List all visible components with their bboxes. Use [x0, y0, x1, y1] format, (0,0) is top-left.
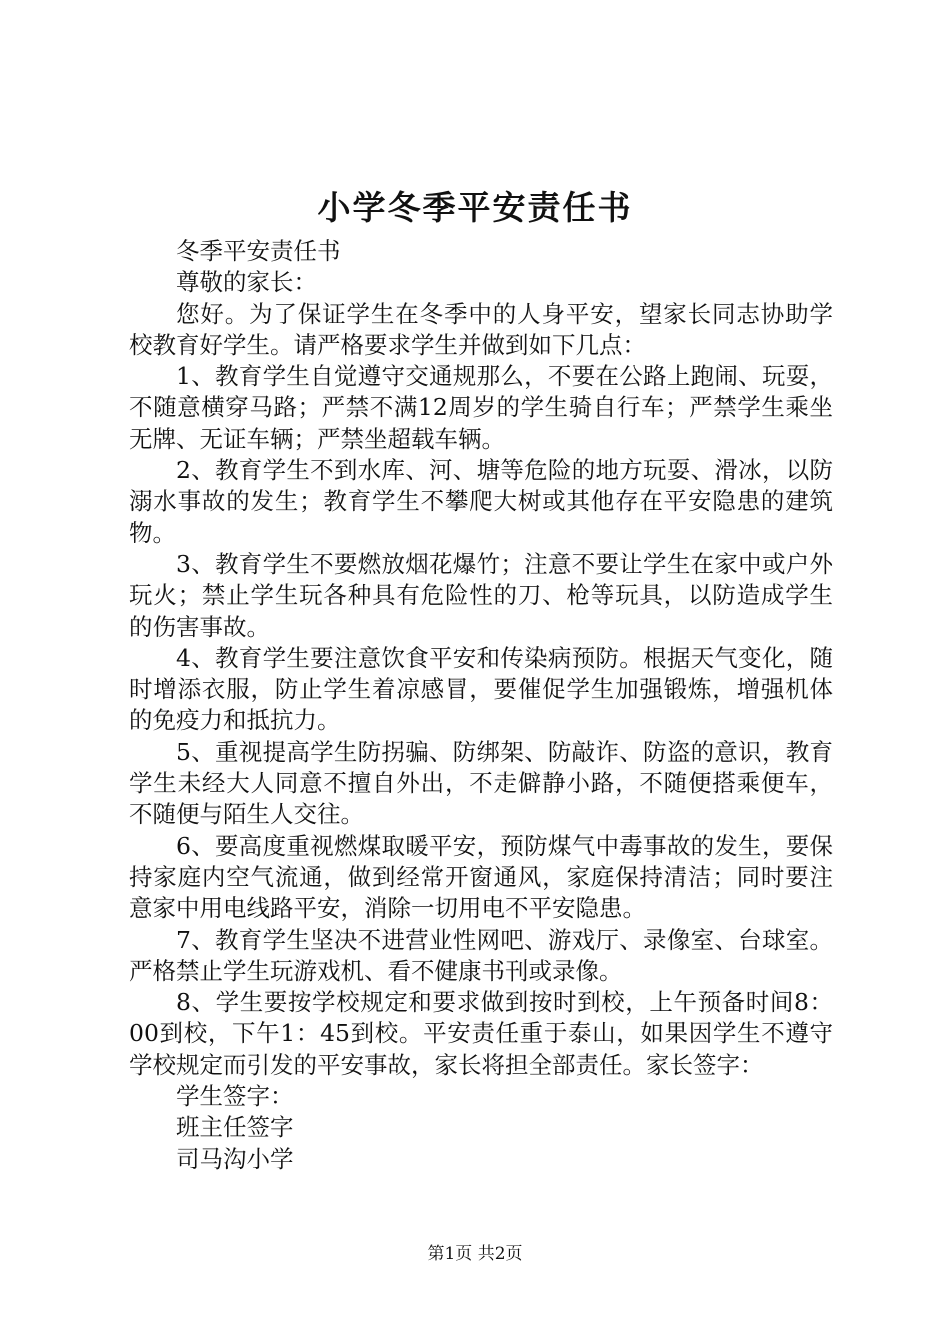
rule-item-5: 5、重视提高学生防拐骗、防绑架、防敲诈、防盗的意识，教育学生未经大人同意不擅自外出，不走僻静小路，不随便搭乘便车，不随便与陌生人交往。: [129, 737, 833, 829]
document-title: 小学冬季平安责任书: [317, 188, 633, 227]
student-signature-line: 学生签字：: [176, 1082, 294, 1111]
rule-item-8: 8、学生要按学校规定和要求做到按时到校，上午预备时间8：00到校，下午1：45到校。平安责任重于泰山，如果因学生不遵守学校规定而引发的平安事故，家长将担全部责任。家长签字：: [129, 988, 833, 1079]
document-body: [129, 236, 833, 1175]
salutation: 尊敬的家长：: [176, 268, 317, 297]
rule-item-6: 6、要高度重视燃煤取暖平安，预防煤气中毒事故的发生，要保持家庭内空气流通，做到经常开窗通风，家庭保持清洁；同时要注意家中用电线路平安，消除一切用电不平安隐患。: [129, 831, 833, 923]
page-footer: 第1页 共2页: [427, 1244, 523, 1264]
rule-item-3: 3、教育学生不要燃放烟花爆竹；注意不要让学生在家中或户外玩火；禁止学生玩各种具有危险性的刀、枪等玩具，以防造成学生的伤害事故。: [129, 549, 833, 641]
rule-item-7: 7、教育学生坚决不进营业性网吧、游戏厅、录像室、台球室。严格禁止学生玩游戏机、看不健康书刊或录像。: [129, 925, 833, 985]
rule-item-4: 4、教育学生要注意饮食平安和传染病预防。根据天气变化，随时增添衣服，防止学生着凉感冒，要催促学生加强锻炼，增强机体的免疫力和抵抗力。: [129, 643, 833, 735]
teacher-signature-line: 班主任签字: [176, 1113, 294, 1142]
subtitle-line: 冬季平安责任书: [176, 237, 341, 265]
rule-item-2: 2、教育学生不到水库、河、塘等危险的地方玩耍、滑冰，以防溺水事故的发生；教育学生不攀爬大树或其他存在平安隐患的建筑物。: [129, 456, 833, 547]
intro-paragraph: 您好。为了保证学生在冬季中的人身平安，望家长同志协助学校教育好学生。请严格要求学生并做到如下几点：: [129, 299, 833, 359]
rule-item-1: 1、教育学生自觉遵守交通规那么，不要在公路上跑闹、玩耍，不随意横穿马路；严禁不满12周岁的学生骑自行车；严禁学生乘坐无牌、无证车辆；严禁坐超载车辆。: [129, 362, 833, 453]
school-name: 司马沟小学: [176, 1144, 294, 1173]
